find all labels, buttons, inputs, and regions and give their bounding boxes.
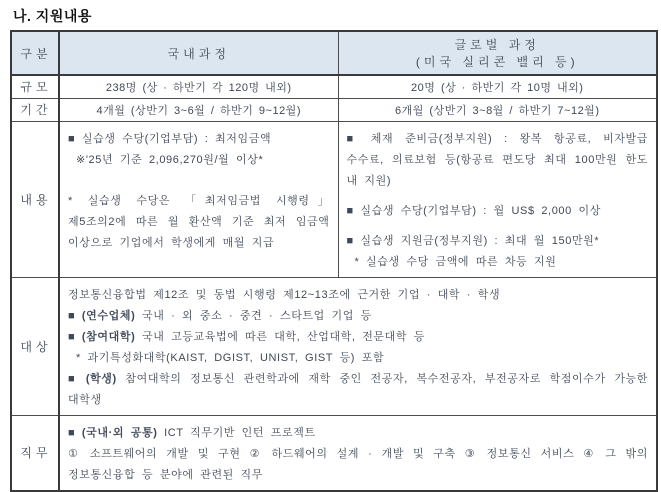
target-student-text: 참여대학의 정보통신 관련학과에 재학 중인 전공자, 복수전공자, 부전공자로 학점이수가 가능한 대학생 — [68, 372, 649, 406]
target-student-label: (학생) — [85, 372, 117, 385]
scale-global-value: 20명 (상 · 하반기 각 10명 내외) — [338, 75, 657, 98]
content-domestic-footnote: * 실습생 수당은 「최저임금법 시행령」 제5조의2에 따른 월 환산액 기준 최저 임금액 이상으로 기업에서 학생에게 매월 지급 — [68, 194, 330, 249]
target-legal-basis: 정보통신융합법 제12조 및 동법 시행령 제12~13조에 근거한 기업 · 대학 · 학생 — [68, 288, 501, 301]
row-duty — [11, 415, 657, 491]
header-cell-category: 구분 — [11, 31, 59, 75]
row-label-period: 기간 — [11, 98, 59, 121]
bullet-square-icon: ■ — [68, 372, 78, 385]
content-domestic-allowance: ■ 실습생 수당(기업부담) : 최저임금액 — [68, 132, 272, 145]
target-cell — [59, 277, 657, 415]
row-period — [11, 98, 657, 121]
duty-detail-list: ① 소프트웨어의 개발 및 구현 ② 하드웨어의 설계 · 개발 및 구축 ③ 정보통신 서비스 ④ 그 밖의 정보통신융합 등 분야에 관련된 직무 — [68, 447, 648, 481]
row-label-scale: 규모 — [11, 75, 59, 98]
period-global-value: 6개월 (상반기 3~8월 / 하반기 7~12월) — [338, 98, 657, 121]
duty-cell — [59, 415, 657, 491]
row-label-duty: 직무 — [11, 415, 59, 491]
row-target — [11, 277, 657, 415]
duty-project-text: ICT 직무기반 인턴 프로젝트 — [164, 426, 316, 439]
content-global-subsidy: ■ 실습생 지원금(정부지원) : 최대 월 150만원* — [346, 234, 600, 247]
scale-domestic-value: 238명 (상 · 하반기 각 120명 내외) — [59, 75, 338, 98]
bullet-square-icon: ■ — [68, 309, 76, 322]
target-student — [68, 369, 648, 411]
target-training-company-text: 국내 · 외 중소 · 중견 · 스타트업 기업 등 — [142, 309, 372, 322]
content-domestic-cell — [59, 121, 338, 277]
period-domestic-value: 4개월 (상반기 3~6월 / 하반기 9~12월) — [59, 98, 338, 121]
global-course-title: 글로벌 과정 — [454, 38, 540, 52]
target-training-company-label: (연수업체) — [81, 309, 136, 322]
support-info-table — [10, 30, 658, 492]
content-global-cell — [338, 121, 657, 277]
row-label-target: 대상 — [11, 277, 59, 415]
content-global-stay-fund: ■ 체재 준비금(정부지원) : 왕복 항공료, 비자발급 수수료, 의료보험 등(항공료 편도당 최대 100만원 한도 내 지원) — [346, 132, 648, 187]
row-label-content: 내용 — [11, 121, 59, 277]
target-participating-university-label: (참여대학) — [81, 330, 136, 343]
target-training-company — [68, 306, 648, 327]
header-cell-global-course — [338, 31, 657, 75]
content-global-allowance: ■ 실습생 수당(기업부담) : 월 US$ 2,000 이상 — [346, 204, 601, 217]
row-content — [11, 121, 657, 277]
row-scale — [11, 75, 657, 98]
content-domestic-min-wage-note: ※'25년 기준 2,096,270원/월 이상* — [76, 153, 264, 166]
duty-project — [68, 423, 648, 444]
header-cell-domestic-course: 국내과정 — [59, 31, 338, 75]
target-participating-university — [68, 327, 648, 348]
bullet-square-icon: ■ — [68, 426, 76, 439]
target-participating-university-text: 국내 고등교육법에 따른 대학, 산업대학, 전문대학 등 — [142, 330, 425, 343]
global-course-subtitle: (미국 실리콘 밸리 등) — [415, 55, 579, 69]
content-global-subsidy-note: * 실습생 수당 금액에 따른 차등 지원 — [354, 255, 557, 268]
page-title: 나. 지원내용 — [13, 8, 92, 24]
duty-project-label: (국내·외 공통) — [81, 426, 158, 439]
bullet-square-icon: ■ — [68, 330, 76, 343]
target-science-university-note: * 과기특성화대학(KAIST, DGIST, UNIST, GIST 등) 포함 — [76, 351, 385, 364]
header-row — [11, 31, 657, 75]
